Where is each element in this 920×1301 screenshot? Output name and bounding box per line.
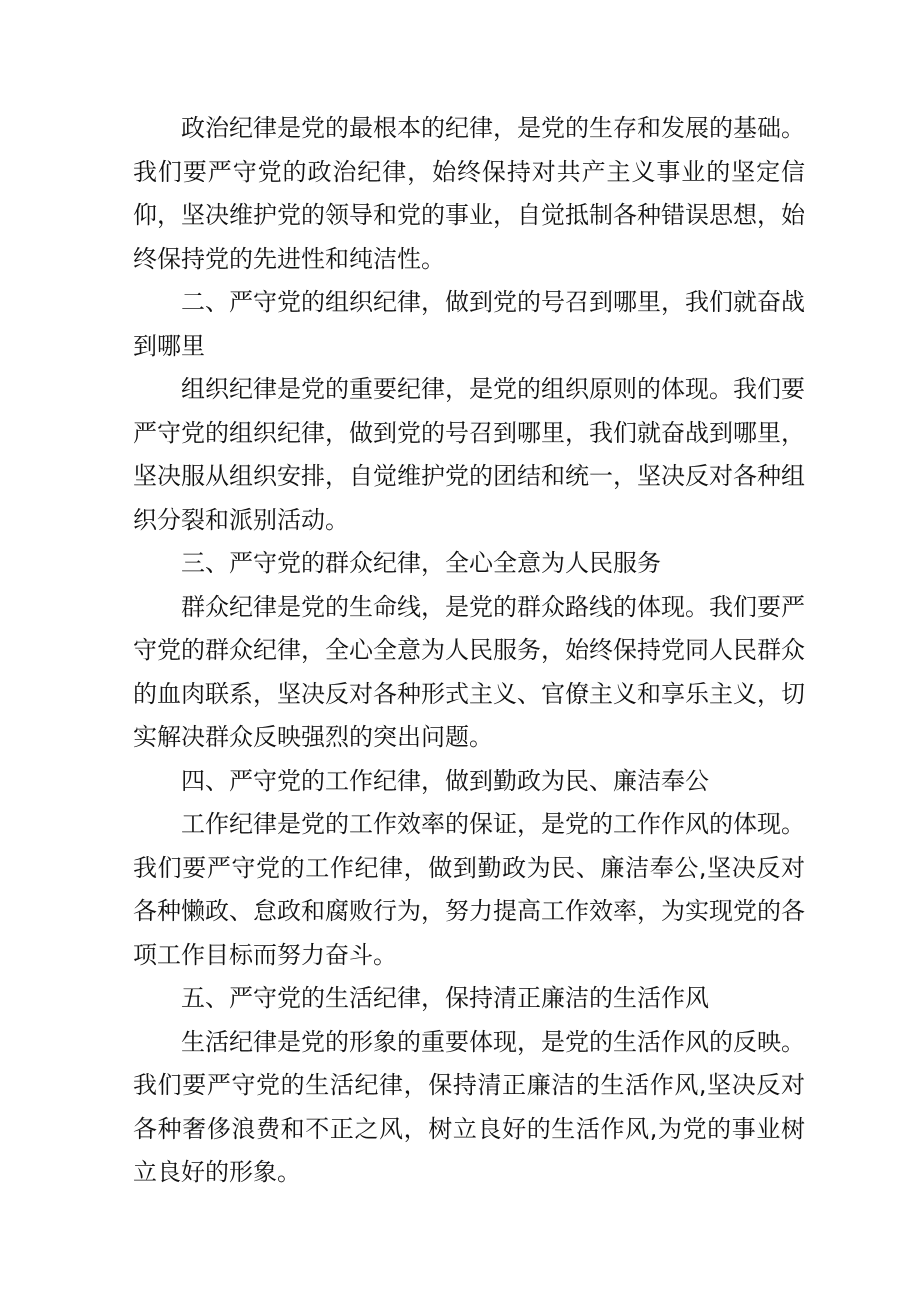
paragraph-work-discipline: 工作纪律是党的工作效率的保证，是党的工作作风的体现。我们要严守党的工作纪律，做到勤政为民、廉洁奉公,坚决反对各种懒政、怠政和腐败行为，努力提高工作效率，为实现党的各项工作目标而努力奋斗。 <box>133 810 805 969</box>
section-heading-work-discipline: 四、严守党的工作纪律，做到勤政为民、廉洁奉公 <box>181 766 709 795</box>
section-heading-mass-discipline: 三、严守党的群众纪律，全心全意为人民服务 <box>181 549 661 577</box>
section-heading-life-discipline: 五、严守党的生活纪律，保持清正廉洁的生活作风 <box>181 984 709 1012</box>
document-body <box>133 107 805 1195</box>
paragraph-political-discipline: 政治纪律是党的最根本的纪律，是党的生存和发展的基础。我们要严守党的政治纪律，始终保持对共产主义事业的坚定信仰，坚决维护党的领导和党的事业，自觉抵制各种错误思想，始终保持党的先进性和纯洁性。 <box>133 114 805 273</box>
paragraph-mass-discipline: 群众纪律是党的生命线，是党的群众路线的体现。我们要严守党的群众纪律，全心全意为人民服务，始终保持党同人民群众的血肉联系，坚决反对各种形式主义、官僚主义和享乐主义，切实解决群众反映强烈的突出问题。 <box>133 592 805 751</box>
paragraph-organizational-discipline: 组织纪律是党的重要纪律，是党的组织原则的体现。我们要严守党的组织纪律，做到党的号召到哪里，我们就奋战到哪里，坚决服从组织安排，自觉维护党的团结和统一，坚决反对各种组织分裂和派别活动。 <box>133 375 805 534</box>
section-heading-organizational-discipline: 二、严守党的组织纪律，做到党的号召到哪里，我们就奋战到哪里 <box>133 288 805 360</box>
paragraph-life-discipline: 生活纪律是党的形象的重要体现，是党的生活作风的反映。我们要严守党的生活纪律，保持清正廉洁的生活作风,坚决反对各种奢侈浪费和不正之风，树立良好的生活作风,为党的事业树立良好的形象。 <box>133 1027 805 1186</box>
